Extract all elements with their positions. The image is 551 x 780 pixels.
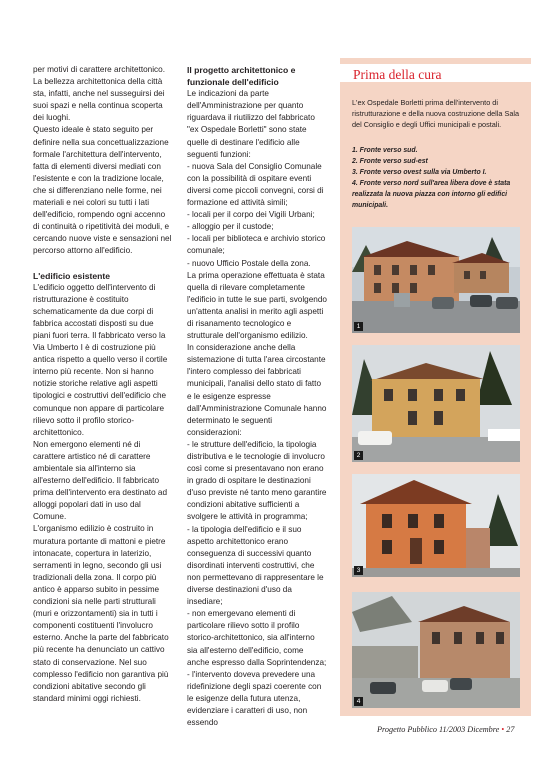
photo-number: 1 xyxy=(354,322,363,331)
list-item: - l'intervento doveva prevedere una ridefinizione degli spazi coerente con le esigenze della futura utenza, evidenziare i caratteri di uso, non essendo xyxy=(187,669,322,728)
caption-item: 4. Fronte verso nord sull'area libera dove è stata realizzata la nuova piazza con intorno gli edifici municipali. xyxy=(352,180,511,210)
photo-west-front xyxy=(352,474,520,577)
sidebar-intro: L'ex Ospedale Borletti prima dell'intervento di ristrutturazione e della nuova costruzione della Sala del Consiglio e degli Uffici municipali e postali. xyxy=(352,98,520,129)
building-photo-illustration xyxy=(352,345,520,462)
photo-number: 3 xyxy=(354,566,363,575)
caption-item: 3. Fronte verso ovest sulla via Umberto I. xyxy=(352,169,487,177)
text-column-middle xyxy=(187,64,327,729)
text-column-left xyxy=(33,64,173,705)
page-footer xyxy=(377,725,514,734)
building-photo-illustration xyxy=(352,474,520,577)
list-item: - locali per biblioteca e archivio storico comunale; xyxy=(187,234,326,256)
building-photo-illustration xyxy=(352,227,520,333)
caption-list xyxy=(352,145,526,212)
paragraph: per motivi di carattere architettonico. xyxy=(33,65,165,74)
paragraph: Le indicazioni da parte dell'Amministrazione per quanto riguardava il riutilizzo del fabbricato "ex Ospedale Borletti" sono state quelle di destinare l'edificio alle seguenti funzioni: xyxy=(187,89,315,159)
footer-bullet: • xyxy=(501,725,505,734)
list-item: - la tipologia dell'edificio e il suo aspetto architettonico erano conseguenza di successivi quanto disordinati interventi costruttivi, che non permettevano di rappresentare le diverse destinazioni d'uso da insediare; xyxy=(187,524,324,607)
list-item: - le strutture dell'edificio, la tipologia distributiva e le tecnologie di involucro così come si presentavano non erano in grado di ospitare le destinazioni d'uso previste né tanto meno garantire condizioni abitative sufficienti a svolgere le attività in programma; xyxy=(187,439,327,522)
page-number: 27 xyxy=(506,725,515,734)
caption-item: 2. Fronte verso sud-est xyxy=(352,158,428,166)
paragraph: La prima operazione effettuata è stata quella di rilevare completamente l'edificio in tutte le sue parti, svolgendo un'attenta analisi in merito agli aspetti di risanamento tecnologico e strutturale dell'organismo edilizio. xyxy=(187,270,327,341)
section-heading: L'edificio esistente xyxy=(33,270,111,281)
photo-north-front xyxy=(352,592,520,708)
photo-number: 4 xyxy=(354,697,363,706)
paragraph: In considerazione anche della sistemazione di tutta l'area circostante l'intero complesso dei fabbricati municipali, l'analisi dello stato di fatto e le esigenze espresse dall'Amministrazione Comunale hanno determinato le seguenti considerazioni: xyxy=(187,343,327,437)
building-photo-illustration xyxy=(352,592,520,708)
caption-item: 1. Fronte verso sud. xyxy=(352,147,418,154)
paragraph: Questo ideale è stato seguito per definire nella sua concettualizzazione formale l'architettura dell'intervento, fatta di elementi diversi mediati con l'esistente e con la tradizione locale, che si differenziano nelle forme, nei materiali e nei colori su tutti i lati dell'edificio, rompendo ogni accenno di continuità o ripetitività dei moduli, e cercando nuove viste e sensazioni nel percorso attorno all'edificio. xyxy=(33,125,172,256)
list-item: - alloggio per il custode; xyxy=(187,222,274,232)
photo-number: 2 xyxy=(354,451,363,460)
paragraph: L'edificio oggetto dell'intervento di ristrutturazione è costituito schematicamente da due corpi di fabbrica accostati disposti su due piani fuori terra. Il fabbricato verso la Via Umberto I è di costruzione più antica rispetto a quello verso il cortile interno più recente. Non si hanno notizie storiche relative agli aspetti tipologici e costruttivi dell'edificio che comunque non appare di particolare rilievo sotto il profilo storico-architettonico. xyxy=(33,282,168,437)
sidebar-title: Prima della cura xyxy=(353,67,442,82)
list-item: - nuova Sala del Consiglio Comunale con la possibilità di ospitare eventi diversi come piccoli convegni, corsi di formazione ed attività simili; xyxy=(187,161,324,208)
paragraph: La bellezza architettonica della città sta, infatti, anche nel susseguirsi dei suoi spazi e nella continua scoperta dei luoghi. xyxy=(33,77,165,123)
list-item: - locali per il corpo dei Vigili Urbani; xyxy=(187,210,315,220)
paragraph: L'organismo edilizio è costruito in muratura portante di mattoni e pietre intonacate, copertura in laterizio, serramenti in legno, secondo gli usi tradizionali della zona. Il corpo più antico è apparso subito in pessime condizioni sia nelle parti strutturali (muri e orizzontamenti) sia in tutti i componenti costituenti l'involucro esterno. Anche la parte del fabbricato più recente ha denunciato un cattivo stato di conservazione. Nel suo complesso l'edificio non garantiva più condizioni abitative secondo gli standard minimi oggi richiesti. xyxy=(33,524,169,703)
section-heading: Il progetto architettonico e funzionale dell'edificio xyxy=(187,65,296,88)
list-item: - nuovo Ufficio Postale della zona. xyxy=(187,258,311,268)
footer-magazine: Progetto Pubblico 11/2003 Dicembre xyxy=(377,725,500,734)
photo-south-front xyxy=(352,227,520,333)
paragraph: Non emergono elementi né di carattere artistico né di carattere ambientale sia all'interno sia all'esterno dell'edificio. Il fabbricato prima dell'intervento era destinato ad alloggi popolari dati in uso dal Comune. xyxy=(33,439,168,522)
list-item: - non emergevano elementi di particolare rilievo sotto il profilo storico-architettonico, sia all'interno sia all'esterno dell'edificio, come anche espresso dalla Soprintendenza; xyxy=(187,609,327,667)
photo-southeast-front xyxy=(352,345,520,462)
